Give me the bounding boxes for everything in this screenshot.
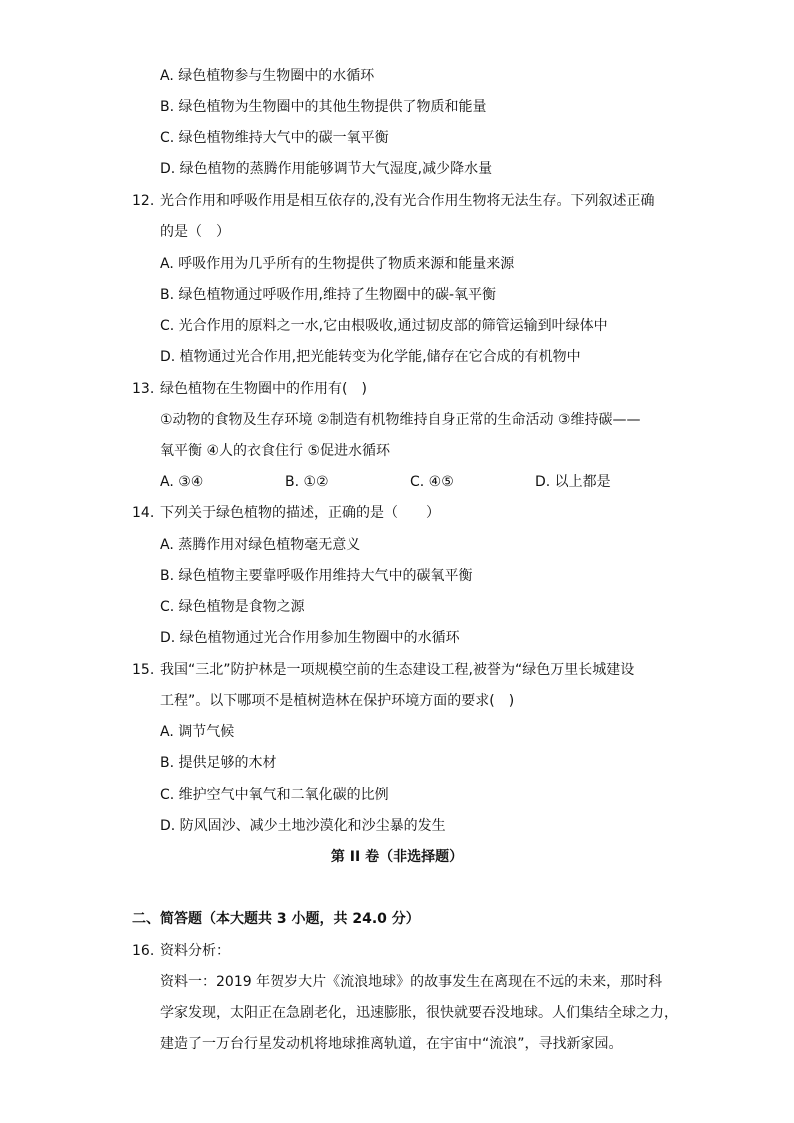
q11-option-b: B. 绿色植物为生物圈中的其他生物提供了物质和能量 [160,99,487,115]
q12-option-c: C. 光合作用的原料之一水,它由根吸收,通过韧皮部的筛管运输到叶绿体中 [160,318,608,334]
q12-option-a: A. 呼吸作用为几乎所有的生物提供了物质来源和能量来源 [160,256,515,272]
question-number: 15. [132,662,155,678]
q15-option-d: D. 防风固沙、减少土地沙漠化和沙尘暴的发生 [160,818,446,834]
section-title: 第 II 卷（非选择题） [330,849,464,865]
q13-option-c: C. ④⑤ [410,474,454,490]
q13-option-b: B. ①② [285,474,329,490]
q13-stem: 13. 绿色植物在生物圈中的作用有( ) [132,381,367,397]
q12-option-b: B. 绿色植物通过呼吸作用,维持了生物圈中的碳-氧平衡 [160,287,497,303]
question-number: 12. [132,193,155,209]
question-number: 16. [132,943,155,959]
q16-stem: 16. 资料分析： [132,943,230,959]
q12-stem-line2: 的是（ ） [160,224,230,240]
q15-stem-line2: 工程”。以下哪项不是植树造林在保护环境方面的要求( ) [160,693,515,709]
q13-option-a: A. ③④ [160,474,204,490]
question-number: 13. [132,381,155,397]
q13-items-line1: ①动物的食物及生存环境 ②制造有机物维持自身正常的生命活动 ③维持碳—— [160,412,641,428]
q14-option-a: A. 蒸腾作用对绿色植物毫无意义 [160,537,361,553]
q11-option-a: A. 绿色植物参与生物圈中的水循环 [160,68,375,84]
q16-paragraph-line1: 资料一：2019 年贺岁大片《流浪地球》的故事发生在离现在不远的未来，那时科 [160,974,663,990]
q13-items-line2: 氧平衡 ④人的衣食住行 ⑤促进水循环 [160,443,391,459]
q11-option-d: D. 绿色植物的蒸腾作用能够调节大气湿度,减少降水量 [160,161,493,177]
q14-option-c: C. 绿色植物是食物之源 [160,599,305,615]
q15-stem-line1: 15. 我国“三北”防护林是一项规模空前的生态建设工程,被誉为“绿色万里长城建设 [132,662,635,678]
q16-paragraph-line3: 建造了一万台行星发动机将地球推离轨道，在宇宙中“流浪”，寻找新家园。 [160,1036,623,1052]
q13-option-d: D. 以上都是 [535,474,611,490]
q15-option-b: B. 提供足够的木材 [160,755,277,771]
q14-stem: 14. 下列关于绿色植物的描述，正确的是（ ） [132,505,440,521]
question-number: 14. [132,505,155,521]
q11-option-c: C. 绿色植物维持大气中的碳一氧平衡 [160,130,389,146]
q12-option-d: D. 植物通过光合作用,把光能转变为化学能,储存在它合成的有机物中 [160,349,581,365]
q13-options-row [160,472,660,492]
q12-stem-line1: 12. 光合作用和呼吸作用是相互依存的,没有光合作用生物将无法生存。下列叙述正确 [132,193,655,209]
q14-option-b: B. 绿色植物主要靠呼吸作用维持大气中的碳氧平衡 [160,568,473,584]
q16-paragraph-line2: 学家发现，太阳正在急剧老化，迅速膨胀，很快就要吞没地球。人们集结全球之力， [160,1005,678,1021]
q15-option-c: C. 维护空气中氧气和二氧化碳的比例 [160,787,389,803]
section-heading: 二、简答题（本大题共 3 小题，共 24.0 分） [132,911,420,927]
q14-option-d: D. 绿色植物通过光合作用参加生物圈中的水循环 [160,630,460,646]
q15-option-a: A. 调节气候 [160,724,235,740]
